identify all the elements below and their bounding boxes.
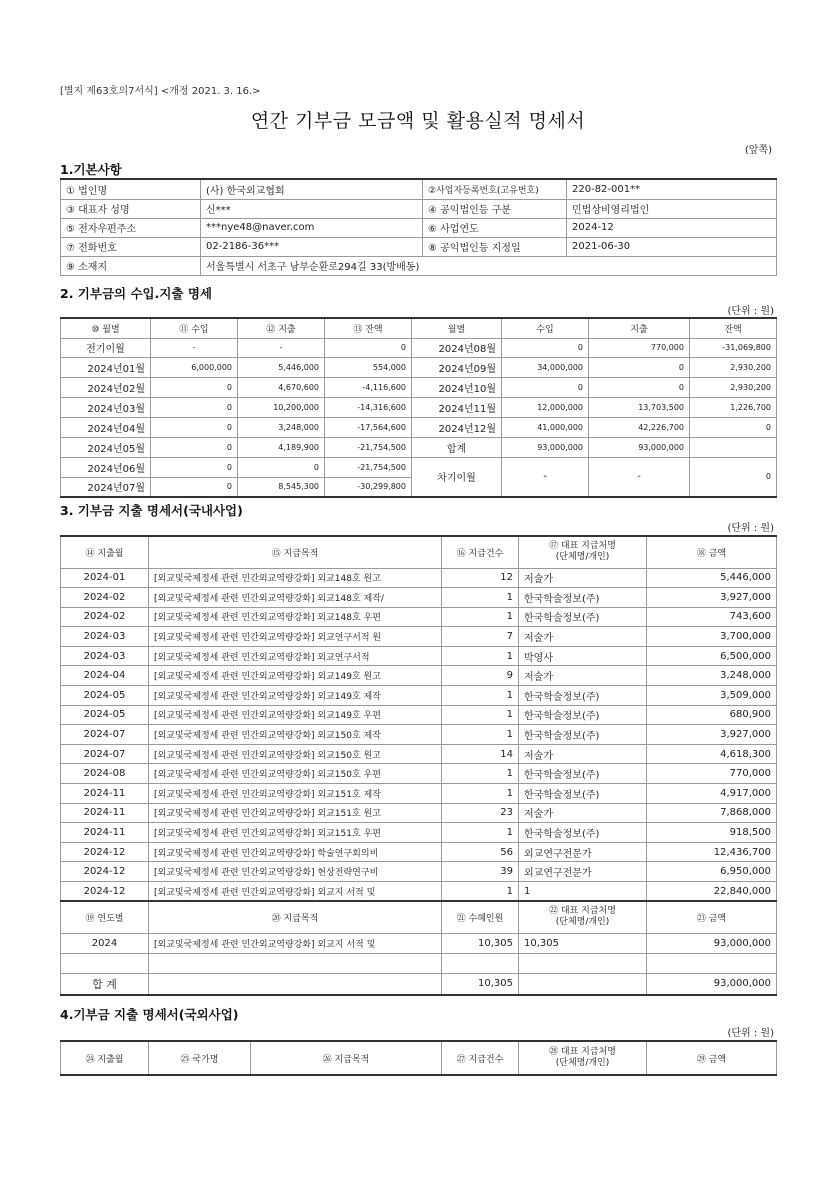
table-row [61,823,777,843]
amount-cell: 22,840,000 [647,882,777,902]
month-cell: 2024년12월 [412,417,502,437]
empty-cell [61,953,149,973]
total-count: 10,305 [442,973,519,995]
payee-cell: 한국학술정보(주) [519,607,647,627]
amount-cell: 3,700,000 [647,627,777,647]
payee-cell: 저술가 [519,744,647,764]
table-row [61,686,777,706]
column-header: ㉙ 금액 [647,1041,777,1075]
purpose-cell: [외교및국제정세 관련 민간외교역량강화] 외교연구서적 원 [149,627,442,647]
field-value: 2021-06-30 [567,237,777,256]
month-cell: 2024-07 [61,725,149,745]
amount-cell: 0 [690,417,777,437]
field-label: ④ 공익법인등 구분 [423,199,567,218]
count-cell: 56 [442,842,519,862]
month-cell: 2024년11월 [412,397,502,417]
column-header [519,536,647,568]
amount-cell: 554,000 [325,357,412,377]
amount-cell: 743,600 [647,607,777,627]
carry-label: 차기이월 [412,457,502,497]
purpose-cell: [외교및국제정세 관련 민간외교역량강화] 외교149호 우편 [149,705,442,725]
field-label: ⑥ 사업연도 [423,218,567,237]
amount-cell [690,437,777,457]
amount-cell: 4,917,000 [647,784,777,804]
amount-cell: -4,116,600 [325,377,412,397]
amount-cell: 0 [238,457,325,477]
purpose-cell: [외교및국제정세 관련 민간외교역량강화] 외교지 서적 및 [149,933,442,953]
purpose-cell: [외교및국제정세 관련 민간외교역량강화] 외교148호 제작/ [149,588,442,608]
amount-cell: 6,000,000 [151,357,238,377]
payee-cell: 1 [519,882,647,902]
purpose-cell: [외교및국제정세 관련 민간외교역량강화] 외교151호 제작 [149,784,442,804]
column-header: ㉑ 수혜인원 [442,901,519,933]
payee-cell: 저술가 [519,803,647,823]
amount-cell: 770,000 [647,764,777,784]
count-cell: 1 [442,646,519,666]
header-line: ㉒ 대표 지급처명 [549,906,616,917]
payee-cell: 한국학술정보(주) [519,823,647,843]
amount-cell: 4,670,600 [238,377,325,397]
field-label: ⑨ 소재지 [61,256,201,275]
table-row [61,338,777,357]
section-3-title: 3. 기부금 지출 명세서(국내사업) [60,503,243,518]
count-cell: 10,305 [442,933,519,953]
empty-cell [519,973,647,995]
month-cell: 2024년06월 [61,457,151,477]
column-header: ㉖ 지급목적 [251,1041,442,1075]
month-cell: 2024-03 [61,646,149,666]
total-row [61,973,777,995]
month-cell: 전기이월 [61,338,151,357]
amount-cell: 0 [325,338,412,357]
basic-info-table [60,178,777,276]
amount-cell: 6,950,000 [647,862,777,882]
table-row [61,256,777,275]
purpose-cell: [외교및국제정세 관련 민간외교역량강화] 외교148호 원고 [149,568,442,588]
count-cell: 1 [442,607,519,627]
count-cell: 23 [442,803,519,823]
column-header: ㉔ 지출월 [61,1041,149,1075]
table-header-row [61,318,777,338]
month-cell: 2024년09월 [412,357,502,377]
count-cell: 1 [442,588,519,608]
side-note: (앞쪽) [744,145,772,156]
field-label: ⑤ 전자우편주소 [61,218,201,237]
field-value: 민법상비영리법인 [567,199,777,218]
table-row [61,842,777,862]
month-cell: 2024년04월 [61,417,151,437]
column-header: 월별 [412,318,502,338]
month-cell: 2024-01 [61,568,149,588]
purpose-cell: [외교및국제정세 관련 민간외교역량강화] 학술연구회의비 [149,842,442,862]
amount-cell: 770,000 [589,338,690,357]
page-title: 연간 기부금 모금액 및 활용실적 명세서 [250,110,586,132]
month-cell: 2024-11 [61,823,149,843]
amount-cell: 3,248,000 [238,417,325,437]
amount-cell: -31,069,800 [690,338,777,357]
amount-cell: 6,500,000 [647,646,777,666]
month-cell: 2024-11 [61,803,149,823]
header-line: (단체명/개인) [555,1058,610,1068]
header-line: (단체명/개인) [555,917,610,928]
empty-cell [149,953,442,973]
column-header: ⑮ 지급목적 [149,536,442,568]
amount-cell: 918,500 [647,823,777,843]
amount-cell: -30,299,800 [325,477,412,497]
payee-cell: 저술가 [519,568,647,588]
column-header: ㉓ 금액 [647,901,777,933]
amount-cell: - [589,457,690,497]
domestic-expense-table [60,535,777,996]
month-cell: 2024-02 [61,607,149,627]
field-label: ⑦ 전화번호 [61,237,201,256]
amount-cell: 4,618,300 [647,744,777,764]
amount-cell: - [502,457,589,497]
count-cell: 7 [442,627,519,647]
amount-cell: 3,509,000 [647,686,777,706]
table-row [61,803,777,823]
amount-cell: 680,900 [647,705,777,725]
column-header: ⑳ 지급목적 [149,901,442,933]
table-row [61,784,777,804]
column-header: ⑭ 지출월 [61,536,149,568]
field-value: ***nye48@naver.com [201,218,423,237]
month-cell: 2024-12 [61,882,149,902]
section-1-title: 1.기본사항 [60,162,122,177]
address-value: 서울특별시 서초구 남부순환로294길 33(방배동) [201,256,777,275]
empty-cell [149,973,442,995]
count-cell: 39 [442,862,519,882]
count-cell: 9 [442,666,519,686]
amount-cell: 93,000,000 [502,437,589,457]
amount-cell: 0 [151,437,238,457]
header-line: ㉘ 대표 지급처명 [549,1047,616,1057]
amount-cell: 0 [690,457,777,497]
unit-label: (단위 : 원) [727,306,774,317]
table-row [61,377,777,397]
year-cell: 2024 [61,933,149,953]
amount-cell: 3,927,000 [647,725,777,745]
table-row [61,666,777,686]
count-cell: 1 [442,823,519,843]
amount-cell: 12,436,700 [647,842,777,862]
form-reference: [별지 제63호의7서식] <개정 2021. 3. 16.> [60,86,261,97]
amount-cell: 4,189,900 [238,437,325,457]
table-row [61,882,777,902]
month-cell: 2024년05월 [61,437,151,457]
amount-cell: 1,226,700 [690,397,777,417]
purpose-cell: [외교및국제정세 관련 민간외교역량강화] 외교150호 원고 [149,744,442,764]
amount-cell: 3,248,000 [647,666,777,686]
month-cell: 2024-08 [61,764,149,784]
total-amount: 93,000,000 [647,973,777,995]
section-2-title: 2. 기부금의 수입.지출 명세 [60,286,213,301]
amount-cell: 42,226,700 [589,417,690,437]
payee-cell: 한국학술정보(주) [519,705,647,725]
payee-cell: 한국학술정보(주) [519,784,647,804]
amount-cell: 34,000,000 [502,357,589,377]
payee-cell: 10,305 [519,933,647,953]
column-header [519,901,647,933]
count-cell: 1 [442,764,519,784]
table-row [61,437,777,457]
table-header-row [61,1041,777,1075]
column-header: ⑪ 수입 [151,318,238,338]
amount-cell: 93,000,000 [589,437,690,457]
column-header: ㉗ 지급건수 [442,1041,519,1075]
empty-cell [442,953,519,973]
field-value: 2024-12 [567,218,777,237]
header-line: ⑰ 대표 지급처명 [549,541,616,552]
count-cell: 12 [442,568,519,588]
column-header: 수입 [502,318,589,338]
payee-cell: 외교연구전문가 [519,862,647,882]
column-header [519,1041,647,1075]
column-header: ⑲ 연도별 [61,901,149,933]
table-row [61,607,777,627]
purpose-cell: [외교및국제정세 관련 민간외교역량강화] 외교151호 원고 [149,803,442,823]
table-row [61,862,777,882]
month-cell: 2024-07 [61,744,149,764]
amount-cell: - [238,338,325,357]
table-row [61,744,777,764]
section-4-title: 4.기부금 지출 명세서(국외사업) [60,1007,239,1022]
amount-cell: 0 [151,457,238,477]
table-row [61,237,777,256]
unit-label: (단위 : 원) [727,523,774,534]
payee-cell: 한국학술정보(주) [519,725,647,745]
purpose-cell: [외교및국제정세 관련 민간외교역량강화] 외교149호 제작 [149,686,442,706]
amount-cell: 13,703,500 [589,397,690,417]
table-row [61,199,777,218]
table-row [61,397,777,417]
unit-label: (단위 : 원) [727,1028,774,1039]
count-cell: 1 [442,705,519,725]
amount-cell: 5,446,000 [647,568,777,588]
table-row [61,357,777,377]
amount-cell: 0 [589,357,690,377]
total-label: 합 계 [61,973,149,995]
amount-cell: 41,000,000 [502,417,589,437]
amount-cell: 0 [151,417,238,437]
amount-cell: - [151,338,238,357]
amount-cell: 0 [589,377,690,397]
amount-cell: -14,316,600 [325,397,412,417]
amount-cell: 3,927,000 [647,588,777,608]
field-label: ⑧ 공익법인등 지정일 [423,237,567,256]
count-cell: 1 [442,725,519,745]
payee-cell: 박영사 [519,646,647,666]
purpose-cell: [외교및국제정세 관련 민간외교역량강화] 외교149호 원고 [149,666,442,686]
table-row [61,953,777,973]
table-row [61,457,777,477]
table-row [61,705,777,725]
amount-cell: -21,754,500 [325,437,412,457]
overseas-expense-table [60,1040,777,1076]
month-cell: 2024-03 [61,627,149,647]
count-cell: 1 [442,784,519,804]
month-cell: 2024-12 [61,862,149,882]
month-cell: 2024-12 [61,842,149,862]
field-label: ① 법인명 [61,179,201,199]
table-header-row [61,901,777,933]
field-value: 신*** [201,199,423,218]
amount-cell: 7,868,000 [647,803,777,823]
column-header: 잔액 [690,318,777,338]
table-row [61,933,777,953]
amount-cell: -17,564,600 [325,417,412,437]
field-value: 02-2186-36*** [201,237,423,256]
column-header: ⑬ 잔액 [325,318,412,338]
table-row [61,179,777,199]
field-label: ③ 대표자 성명 [61,199,201,218]
count-cell: 1 [442,686,519,706]
purpose-cell: [외교및국제정세 관련 민간외교역량강화] 외교연구서적 [149,646,442,666]
month-cell: 2024년02월 [61,377,151,397]
payee-cell: 저술가 [519,666,647,686]
column-header: ⑫ 지출 [238,318,325,338]
table-row [61,588,777,608]
column-header: 지출 [589,318,690,338]
amount-cell: 0 [151,397,238,417]
table-row [61,417,777,437]
column-header: ⑯ 지급건수 [442,536,519,568]
field-value: (사) 한국외교협회 [201,179,423,199]
field-value: 220-82-001** [567,179,777,199]
table-row [61,218,777,237]
table-row [61,725,777,745]
month-cell: 2024년07월 [61,477,151,497]
month-cell: 2024-11 [61,784,149,804]
field-label: ②사업자등록번호(고유번호) [423,179,567,199]
payee-cell: 외교연구전문가 [519,842,647,862]
month-cell: 2024년10월 [412,377,502,397]
month-cell: 2024년08월 [412,338,502,357]
purpose-cell: [외교및국제정세 관련 민간외교역량강화] 외교지 서적 및 [149,882,442,902]
amount-cell: -21,754,500 [325,457,412,477]
amount-cell: 0 [502,377,589,397]
column-header: ㉕ 국가명 [149,1041,251,1075]
table-row [61,568,777,588]
table-header-row [61,536,777,568]
purpose-cell: [외교및국제정세 관련 민간외교역량강화] 외교150호 제작 [149,725,442,745]
month-cell: 2024-04 [61,666,149,686]
count-cell: 1 [442,882,519,902]
month-cell: 2024-02 [61,588,149,608]
column-header: ⑱ 금액 [647,536,777,568]
amount-cell: 0 [151,477,238,497]
table-row [61,627,777,647]
payee-cell: 한국학술정보(주) [519,686,647,706]
count-cell: 14 [442,744,519,764]
amount-cell: 12,000,000 [502,397,589,417]
month-cell: 2024년01월 [61,357,151,377]
amount-cell: 93,000,000 [647,933,777,953]
amount-cell: 8,545,300 [238,477,325,497]
month-cell: 2024년03월 [61,397,151,417]
payee-cell: 한국학술정보(주) [519,588,647,608]
amount-cell: 5,446,000 [238,357,325,377]
table-row [61,764,777,784]
purpose-cell: [외교및국제정세 관련 민간외교역량강화] 외교151호 우편 [149,823,442,843]
purpose-cell: [외교및국제정세 관련 민간외교역량강화] 외교150호 우편 [149,764,442,784]
table-row [61,646,777,666]
payee-cell: 한국학술정보(주) [519,764,647,784]
amount-cell: 2,930,200 [690,357,777,377]
month-cell: 합계 [412,437,502,457]
month-cell: 2024-05 [61,686,149,706]
empty-cell [519,953,647,973]
amount-cell: 0 [151,377,238,397]
amount-cell: 2,930,200 [690,377,777,397]
purpose-cell: [외교및국제정세 관련 민간외교역량강화] 현상전략연구비 [149,862,442,882]
month-cell: 2024-05 [61,705,149,725]
amount-cell: 0 [502,338,589,357]
payee-cell: 저술가 [519,627,647,647]
purpose-cell: [외교및국제정세 관련 민간외교역량강화] 외교148호 우편 [149,607,442,627]
column-header: ⑩ 월별 [61,318,151,338]
amount-cell: 10,200,000 [238,397,325,417]
header-line: (단체명/개인) [555,552,610,563]
empty-cell [647,953,777,973]
income-expense-table [60,317,777,498]
